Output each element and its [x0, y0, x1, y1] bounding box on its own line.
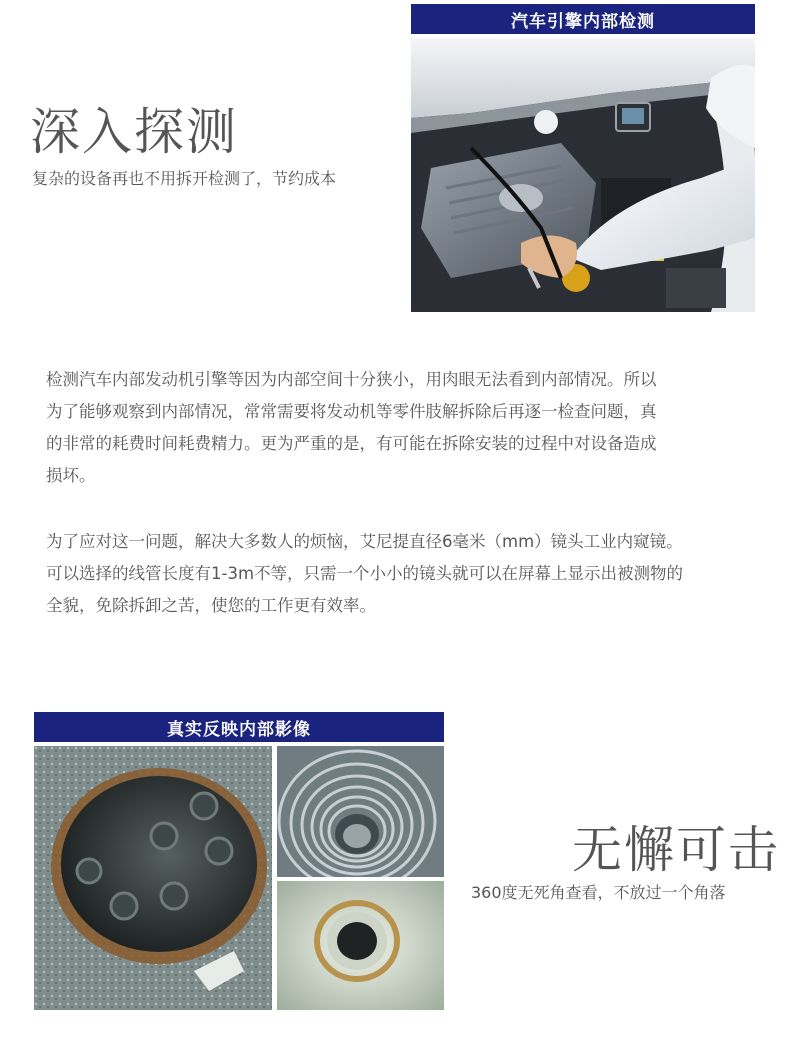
engine-banner: 汽车引擎内部检测	[411, 4, 755, 34]
paragraph-line: 的非常的耗费时间耗费精力。更为严重的是，有可能在拆除安装的过程中对设备造成	[46, 434, 657, 453]
engine-inspection-photo	[411, 38, 755, 312]
paragraph-line: 损坏。	[46, 466, 96, 485]
section2-subtitle: 360度无死角查看，不放过一个角落	[471, 883, 726, 902]
paragraph-line: 检测汽车内部发动机引擎等因为内部空间十分狭小，用肉眼无法看到内部情况。所以	[46, 370, 657, 389]
internal-image-banner: 真实反映内部影像	[34, 712, 444, 742]
pipe-interior-image-bore	[277, 881, 444, 1010]
section1-subtitle: 复杂的设备再也不用拆开检测了，节约成本	[32, 169, 337, 188]
paragraph-1	[46, 364, 766, 492]
paragraph-line: 全貌，免除拆卸之苦，使您的工作更有效率。	[46, 596, 376, 615]
paragraph-line: 可以选择的线管长度有1-3m不等，只需一个小小的镜头就可以在屏幕上显示出被测物的	[46, 564, 684, 583]
paragraph-2	[46, 526, 766, 622]
section1-title: 深入探测	[30, 103, 238, 161]
paragraph-line: 为了应对这一问题，解决大多数人的烦恼，艾尼提直径6毫米（mm）镜头工业内窥镜。	[46, 532, 683, 551]
pipe-interior-image-large	[34, 746, 272, 1010]
paragraph-line: 为了能够观察到内部情况，常常需要将发动机等零件肢解拆除后再逐一检查问题，真	[46, 402, 657, 421]
section2-title: 无懈可击	[572, 821, 780, 879]
pipe-interior-image-ribbed	[277, 746, 444, 877]
